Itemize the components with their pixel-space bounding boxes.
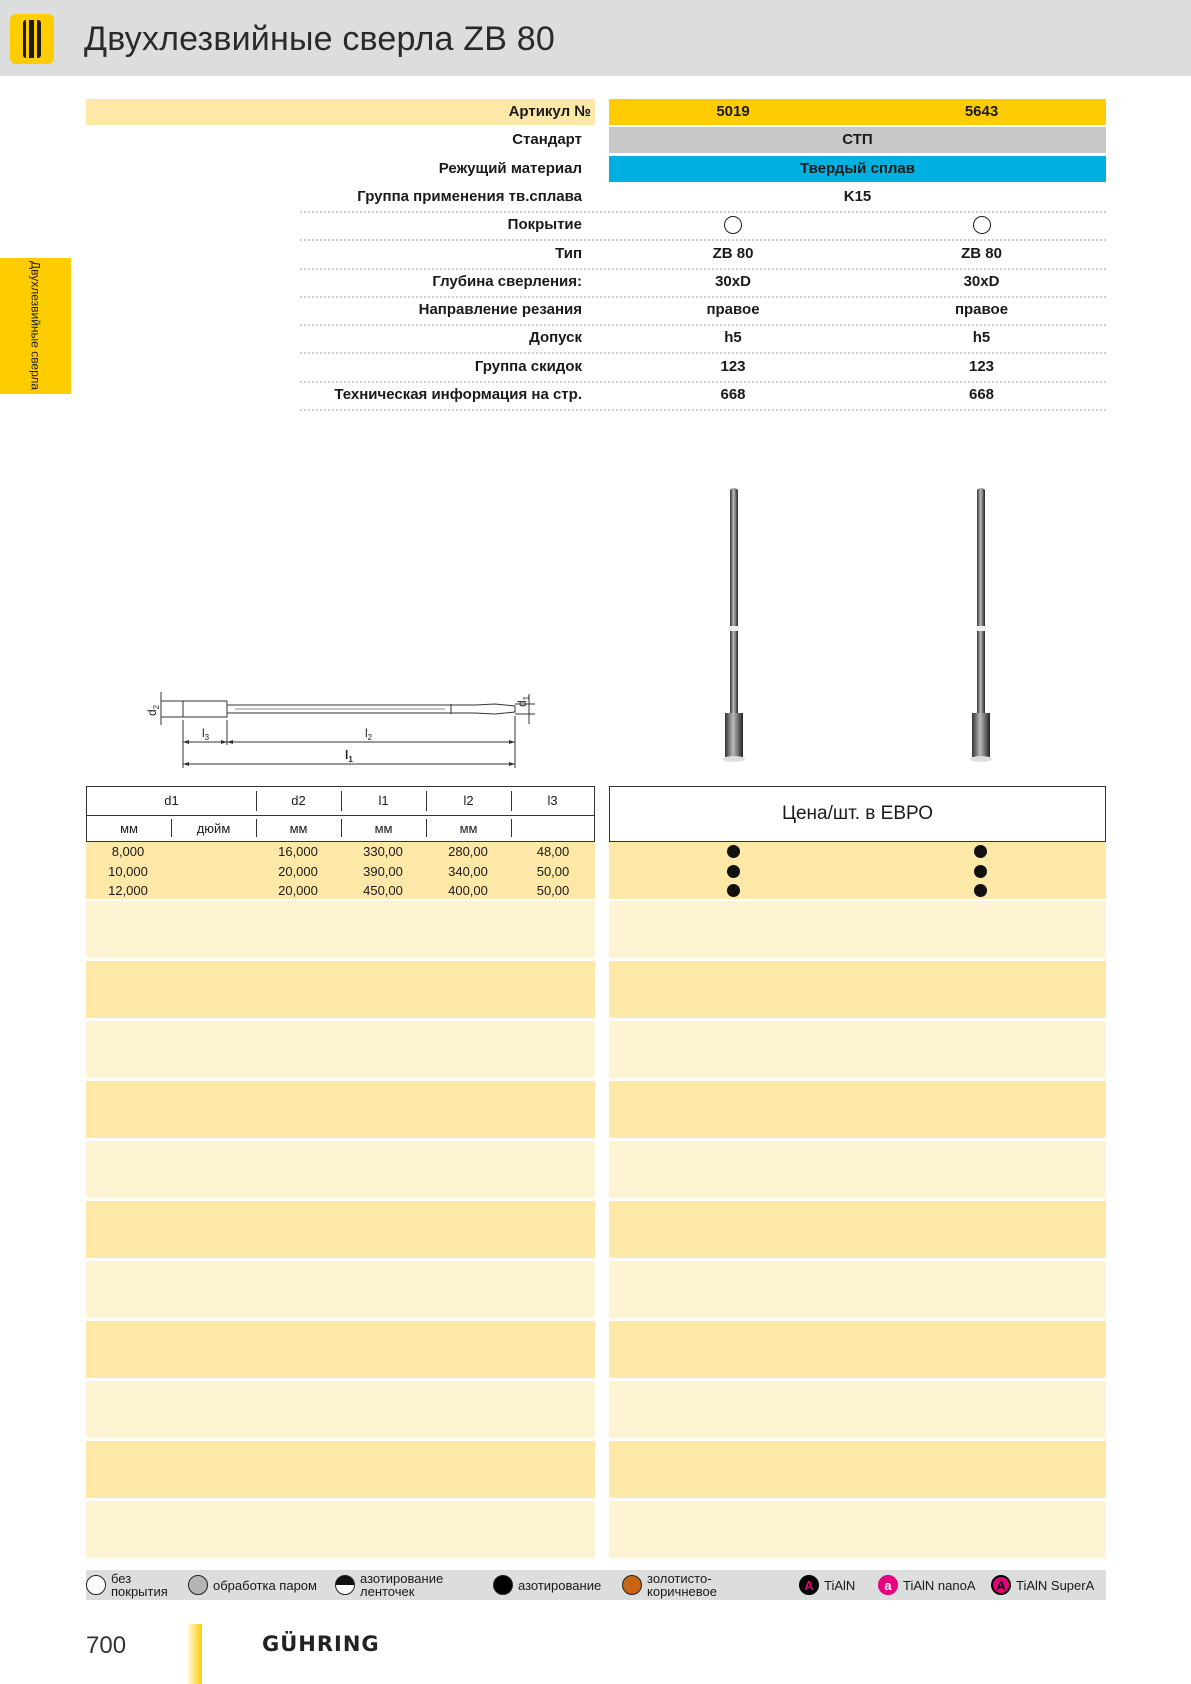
spec-label: Глубина сверления: <box>432 273 582 290</box>
dim-d2-label: $d_2$ <box>145 704 161 716</box>
dimension-table-header <box>86 786 595 842</box>
uncoated-circle-icon <box>86 1575 106 1595</box>
section-side-tab-label: Двухлезвийные сверла <box>28 261 43 391</box>
table-band <box>609 901 1106 958</box>
table-cell: 8,000 <box>111 844 145 859</box>
drill-photo-5643 <box>963 486 999 774</box>
spec-value: h5 <box>724 329 742 346</box>
spec-label: Покрытие <box>507 216 582 233</box>
page-title: Двухлезвийные сверла ZB 80 <box>84 20 555 58</box>
table-band <box>86 961 595 1018</box>
table-band <box>609 842 1106 899</box>
spec-value <box>857 212 1106 238</box>
tialn-supera-badge-icon: A <box>991 1575 1011 1595</box>
spec-value: h5 <box>972 329 991 346</box>
spec-value: 123 <box>720 358 746 375</box>
spec-label: Группа применения тв.сплава <box>357 188 582 205</box>
table-cell <box>171 862 256 881</box>
spec-label: Стандарт <box>512 131 582 148</box>
row-divider <box>300 409 1106 411</box>
availability-dot[interactable] <box>974 865 987 878</box>
footer-accent-bar <box>186 1624 202 1684</box>
unit-mm: мм <box>459 821 478 836</box>
spec-value: правое <box>954 301 1009 318</box>
brand-logo: GÜHRING <box>262 1632 380 1656</box>
spec-value: K15 <box>843 188 872 205</box>
table-band <box>609 1201 1106 1258</box>
unit-mm: мм <box>374 821 393 836</box>
table-cell: 16,000 <box>278 844 318 859</box>
table-band <box>609 961 1106 1018</box>
availability-dot[interactable] <box>727 865 740 878</box>
drill-box-icon <box>10 14 54 64</box>
spec-label: Группа скидок <box>474 358 582 375</box>
spec-value: 668 <box>968 386 995 403</box>
uncoated-circle-icon <box>973 216 991 234</box>
table-band <box>609 1081 1106 1138</box>
table-band <box>86 1381 595 1438</box>
table-row[interactable] <box>86 862 595 881</box>
table-band <box>609 1141 1106 1198</box>
unit-mm: мм <box>120 821 138 836</box>
legend-uncoated: без покрытия <box>86 1570 168 1600</box>
table-band <box>86 1261 595 1318</box>
section-side-tab[interactable] <box>0 258 71 394</box>
tialn-badge-icon: A <box>799 1575 819 1595</box>
spec-value: ZB 80 <box>961 245 1002 262</box>
table-band <box>609 1321 1106 1378</box>
legend-margin-nitrided: азотирование ленточек <box>335 1570 443 1600</box>
table-cell <box>171 881 256 900</box>
legend-tialn-supera: A TiAlN SuperA <box>991 1570 1094 1600</box>
legend-steam: обработка паром <box>188 1570 317 1600</box>
availability-dot[interactable] <box>974 845 987 858</box>
table-cell: 400,00 <box>448 883 488 898</box>
table-cell <box>171 842 256 861</box>
table-band <box>609 1261 1106 1318</box>
table-band <box>86 1201 595 1258</box>
spec-value: 30xD <box>963 273 1000 290</box>
tool-dimension-drawing <box>145 680 545 780</box>
unit-mm: мм <box>289 821 308 836</box>
table-band <box>86 1141 595 1198</box>
table-cell: 330,00 <box>363 844 403 859</box>
table-cell: 48,00 <box>536 844 570 859</box>
spec-value: 668 <box>720 386 746 403</box>
table-cell: 10,000 <box>108 863 148 879</box>
legend-nitrided: азотирование <box>493 1570 601 1600</box>
table-band <box>86 1441 595 1498</box>
price-header: Цена/шт. в ЕВРО <box>609 786 1106 842</box>
drill-photo-5019 <box>716 486 752 774</box>
table-band <box>609 1021 1106 1078</box>
table-cell: 280,00 <box>448 844 488 859</box>
availability-dot[interactable] <box>727 845 740 858</box>
coating-legend <box>86 1570 1106 1600</box>
dim-l3-label: $l_3$ <box>202 726 210 742</box>
dim-l1-label: $l_1$ <box>345 748 353 764</box>
spec-value: правое <box>706 301 760 318</box>
legend-tialn: A TiAlN <box>799 1570 855 1600</box>
spec-value: Твердый сплав <box>609 156 1106 182</box>
legend-gold-brown: золотисто- коричневое <box>622 1570 717 1600</box>
col-header-d1: d1 <box>164 793 179 808</box>
table-band <box>609 1501 1106 1558</box>
table-cell: 50,00 <box>536 883 570 898</box>
table-cell: 50,00 <box>536 863 570 879</box>
spec-value: ZB 80 <box>712 245 754 262</box>
col-header-l3: l3 <box>547 793 558 808</box>
table-band <box>86 1321 595 1378</box>
spec-value: 5019 <box>609 99 857 125</box>
table-cell: 20,000 <box>278 883 318 898</box>
spec-label: Техническая информация на стр. <box>334 386 582 403</box>
tialn-nanoa-badge-icon: a <box>878 1575 898 1595</box>
table-band <box>609 1441 1106 1498</box>
availability-dot[interactable] <box>727 884 740 897</box>
table-band <box>86 1081 595 1138</box>
table-band <box>86 1501 595 1558</box>
table-cell: 20,000 <box>278 863 318 879</box>
spec-value: 123 <box>968 358 995 375</box>
spec-label: Режущий материал <box>438 160 582 177</box>
col-header-l2: l2 <box>463 793 474 808</box>
legend-tialn-nanoa: a TiAlN nanoA <box>878 1570 976 1600</box>
spec-label: Артикул № <box>86 99 595 125</box>
steam-circle-icon <box>188 1575 208 1595</box>
table-band <box>86 901 595 958</box>
col-header-l1: l1 <box>378 793 389 808</box>
spec-value: 30xD <box>715 273 751 290</box>
dim-l2-label: $l_2$ <box>365 726 373 742</box>
spec-label: Тип <box>555 245 582 262</box>
half-filled-circle-icon <box>335 1575 355 1595</box>
table-cell: 12,000 <box>108 883 148 898</box>
spec-label: Направление резания <box>418 301 582 318</box>
spec-value: СТП <box>609 127 1106 153</box>
bronze-circle-icon <box>622 1575 642 1595</box>
table-cell: 340,00 <box>448 863 488 879</box>
dim-d1-label: $d_1$ <box>515 695 531 707</box>
spec-value: 5643 <box>857 99 1106 125</box>
col-header-d2: d2 <box>291 793 306 808</box>
uncoated-circle-icon <box>724 216 742 234</box>
table-row[interactable] <box>86 881 595 900</box>
table-band <box>609 1381 1106 1438</box>
availability-dot[interactable] <box>974 884 987 897</box>
filled-circle-icon <box>493 1575 513 1595</box>
table-cell: 390,00 <box>363 863 403 879</box>
spec-label: Допуск <box>529 329 582 346</box>
spec-value <box>609 212 857 238</box>
page-number: 700 <box>86 1632 127 1659</box>
unit-inch: дюйм <box>196 821 231 836</box>
table-row[interactable] <box>86 842 595 861</box>
table-band <box>86 1021 595 1078</box>
table-cell: 450,00 <box>363 883 403 898</box>
